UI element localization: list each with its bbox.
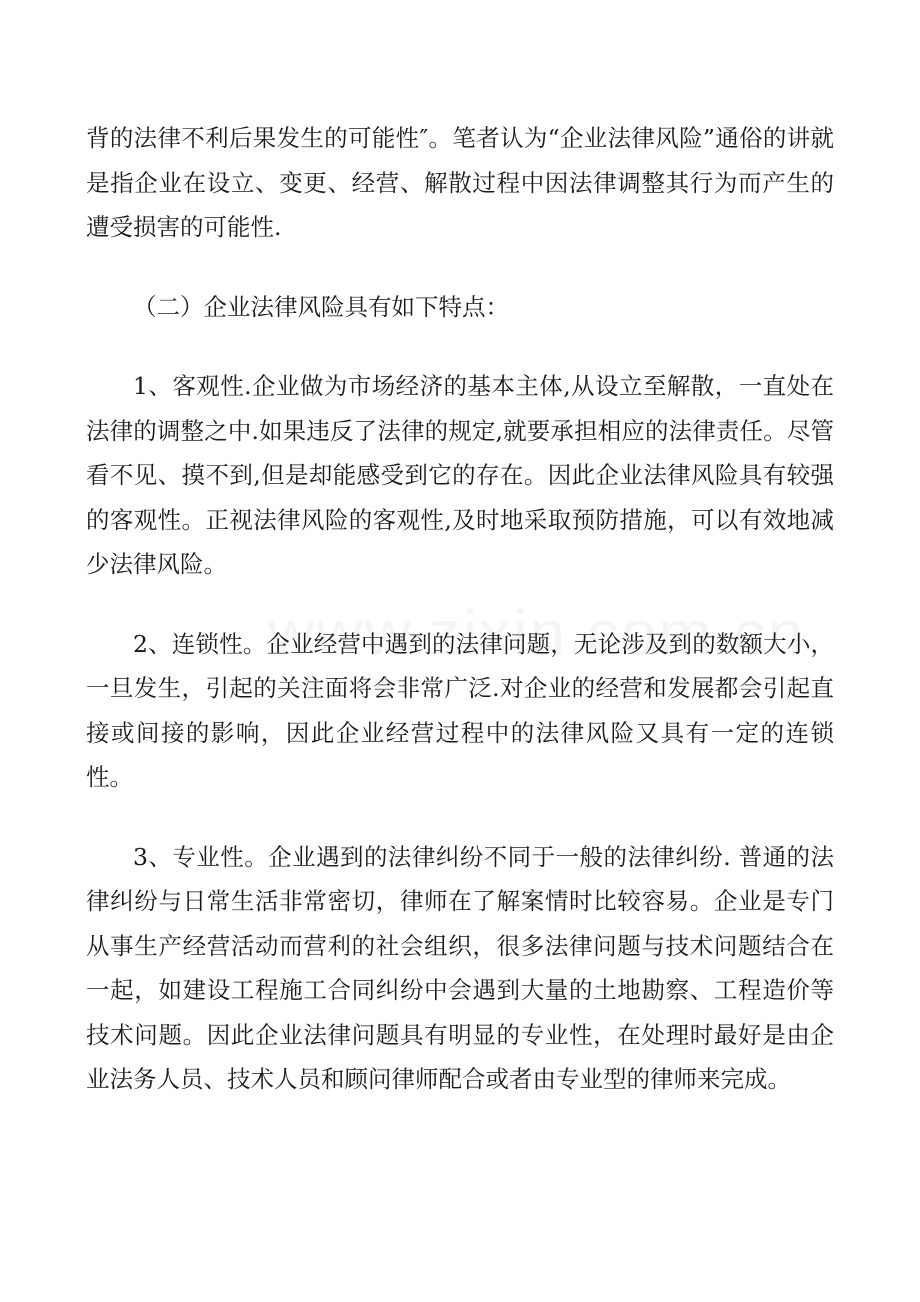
paragraph-chain-effect: 2、连锁性。企业经营中遇到的法律问题，无论涉及到的数额大小，一旦发生，引起的关注面将会非常广泛.对企业的经营和发展都会引起直接或间接的影响，因此企业经营过程中的法律风险又具有一定的连锁性。 — [86, 629, 834, 791]
section-heading-characteristics: （二）企业法律风险具有如下特点： — [133, 292, 509, 321]
paragraph-objectivity: 1、客观性.企业做为市场经济的基本主体,从设立至解散，一直处在法律的调整之中.如果违反了法律的规定,就要承担相应的法律责任。尽管看不见、摸不到,但是却能感受到它的存在。因此企业法律风险具有较强的客观性。正视法律风险的客观性,及时地采取预防措施，可以有效地减少法律风险。 — [86, 372, 834, 578]
paragraph-definition: 背的法律不利后果发生的可能性″。笔者认为“企业法律风险”通俗的讲就是指企业在设立、变更、经营、解散过程中因法律调整其行为而产生的遭受损害的可能性. — [86, 124, 834, 241]
paragraph-professionalism: 3、专业性。企业遇到的法律纠纷不同于一般的法律纠纷. 普通的法律纠纷与日常生活非常密切，律师在了解案情时比较容易。企业是专门从事生产经营活动而营利的社会组织，很多法律问题与技术问题结合在一起，如建设工程施工合同纠纷中会遇到大量的土地勘察、工程造价等技术问题。因此企业法律问题具有明显的专业性，在处理时最好是由企业法务人员、技术人员和顾问律师配合或者由专业型的律师来完成。 — [86, 842, 834, 1093]
document-body — [86, 116, 834, 1137]
